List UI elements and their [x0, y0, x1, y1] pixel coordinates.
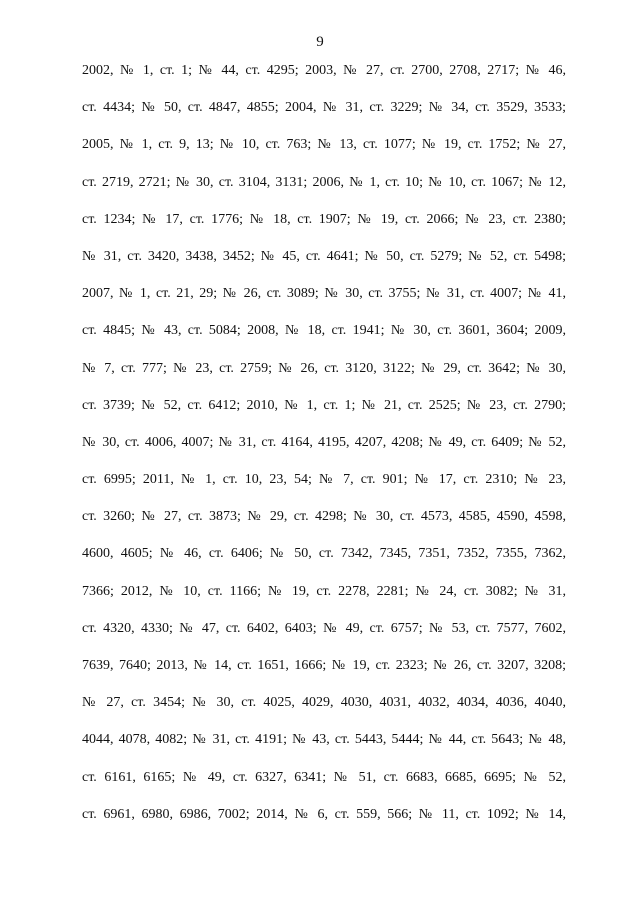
text-line: 2002, № 1, ст. 1; № 44, ст. 4295; 2003, № 27, ст. 2700, 2708, 2717; № 46,: [82, 63, 566, 78]
text-line: ст. 4434; № 50, ст. 4847, 4855; 2004, № 31, ст. 3229; № 34, ст. 3529, 3533;: [82, 100, 566, 116]
text-line: 2007, № 1, ст. 21, 29; № 26, ст. 3089; № 30, ст. 3755; № 31, ст. 4007; № 41,: [82, 286, 566, 302]
text-line: № 30, ст. 4006, 4007; № 31, ст. 4164, 4195, 4207, 4208; № 49, ст. 6409; № 52,: [82, 434, 566, 450]
text-line: ст. 6995; 2011, № 1, ст. 10, 23, 54; № 7, ст. 901; № 17, ст. 2310; № 23,: [82, 472, 566, 488]
text-line: № 27, ст. 3454; № 30, ст. 4025, 4029, 4030, 4031, 4032, 4034, 4036, 4040,: [82, 695, 566, 711]
text-line: ст. 2719, 2721; № 30, ст. 3104, 3131; 2006, № 1, ст. 10; № 10, ст. 1067; № 12,: [82, 174, 566, 190]
text-line: ст. 6161, 6165; № 49, ст. 6327, 6341; № 51, ст. 6683, 6685, 6695; № 52,: [82, 769, 566, 785]
page-number: 9: [316, 34, 324, 50]
text-line: № 7, ст. 777; № 23, ст. 2759; № 26, ст. 3120, 3122; № 29, ст. 3642; № 30,: [82, 360, 566, 376]
text-line: 4044, 4078, 4082; № 31, ст. 4191; № 43, ст. 5443, 5444; № 44, ст. 5643; № 48,: [82, 732, 566, 748]
text-line: ст. 4845; № 43, ст. 5084; 2008, № 18, ст. 1941; № 30, ст. 3601, 3604; 2009,: [82, 323, 566, 339]
text-line: ст. 1234; № 17, ст. 1776; № 18, ст. 1907; № 19, ст. 2066; № 23, ст. 2380;: [82, 211, 566, 227]
text-line: 4600, 4605; № 46, ст. 6406; № 50, ст. 7342, 7345, 7351, 7352, 7355, 7362,: [82, 546, 566, 562]
body-text: [82, 62, 566, 843]
text-line: 2005, № 1, ст. 9, 13; № 10, ст. 763; № 13, ст. 1077; № 19, ст. 1752; № 27,: [82, 137, 566, 153]
text-line: 7366; 2012, № 10, ст. 1166; № 19, ст. 2278, 2281; № 24, ст. 3082; № 31,: [82, 583, 566, 599]
text-line: ст. 3260; № 27, ст. 3873; № 29, ст. 4298; № 30, ст. 4573, 4585, 4590, 4598,: [82, 509, 566, 525]
text-line: ст. 6961, 6980, 6986, 7002; 2014, № 6, ст. 559, 566; № 11, ст. 1092; № 14,: [82, 806, 566, 822]
text-line: ст. 3739; № 52, ст. 6412; 2010, № 1, ст. 1; № 21, ст. 2525; № 23, ст. 2790;: [82, 397, 566, 413]
text-line: ст. 4320, 4330; № 47, ст. 6402, 6403; № 49, ст. 6757; № 53, ст. 7577, 7602,: [82, 620, 566, 636]
text-line: 7639, 7640; 2013, № 14, ст. 1651, 1666; № 19, ст. 2323; № 26, ст. 3207, 3208;: [82, 658, 566, 673]
text-line: № 31, ст. 3420, 3438, 3452; № 45, ст. 4641; № 50, ст. 5279; № 52, ст. 5498;: [82, 248, 566, 264]
